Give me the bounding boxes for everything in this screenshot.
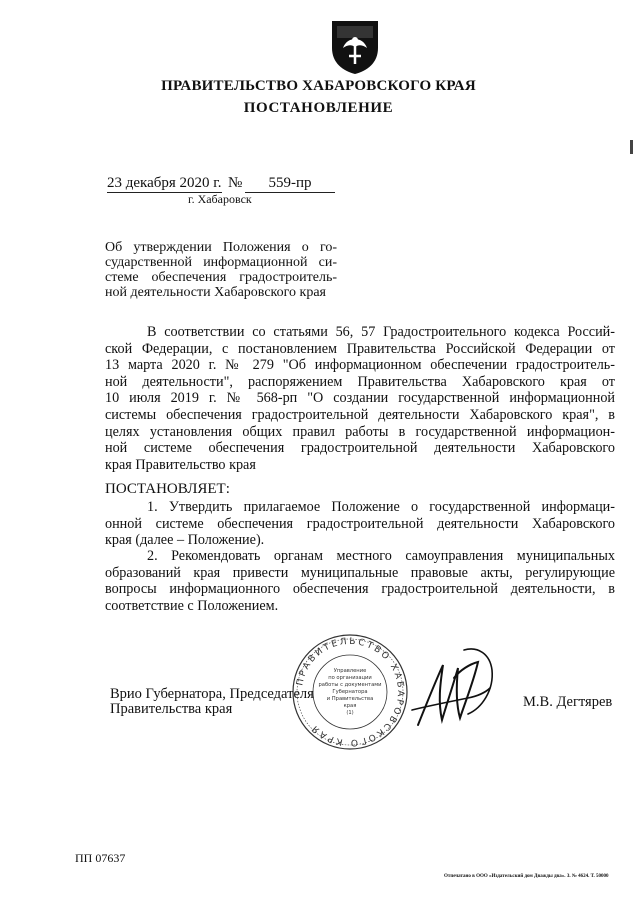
- decree-date: 23 декабря 2020 г.: [107, 175, 222, 191]
- text-line: соответствие с Положением.: [105, 597, 279, 614]
- seal-inner-line: и Правительства: [326, 696, 374, 702]
- seal-inner-line: по организации: [328, 675, 372, 681]
- edge-mark: [630, 140, 633, 154]
- document-code: ПП 07637: [75, 851, 126, 865]
- subject-line: ной деятельности Хабаровского края: [105, 285, 326, 300]
- number-sign: №: [228, 175, 243, 191]
- city: г. Хабаровск: [188, 192, 252, 206]
- seal-inner-line: работы с документами: [318, 682, 382, 688]
- seal-inner-line: Губернатора: [332, 689, 368, 695]
- resolves-heading: ПОСТАНОВЛЯЕТ:: [105, 481, 230, 497]
- subject-line: Об утверждении Положения о го-: [105, 240, 337, 255]
- text-line: онной системе обеспечения градостроительной деятельности Хабаровского: [105, 515, 615, 532]
- decree-subject: [105, 240, 337, 300]
- text-line: 1. Утвердить прилагаемое Положение о государственной информаци-: [147, 499, 615, 515]
- decree-number: 559-пр: [245, 175, 335, 193]
- seal-inner-line: Управление: [333, 668, 367, 674]
- coat-of-arms-icon: [329, 18, 381, 76]
- signatory-name: М.В. Дегтярев: [523, 694, 613, 710]
- government-title: ПРАВИТЕЛЬСТВО ХАБАРОВСКОГО КРАЯ: [161, 78, 476, 94]
- seal-inner-line: (1): [346, 710, 354, 716]
- document-type-title: ПОСТАНОВЛЕНИЕ: [243, 100, 394, 116]
- print-note: Отпечатано в ООО «Издательский дом Дважды два». З. № 4624. Т. 50000: [444, 874, 609, 879]
- text-line: края Правительство края: [105, 456, 256, 473]
- text-line: края (далее – Положение).: [105, 532, 265, 549]
- position-line: Правительства края: [110, 701, 233, 717]
- text-line: ной деятельности", распоряжением Правительства Хабаровского края от: [105, 373, 615, 390]
- handwritten-signature: [398, 640, 498, 740]
- text-line: ной системе обеспечения градостроительной деятельности Хабаровского: [105, 440, 615, 457]
- subject-line: стеме обеспечения градостроитель-: [105, 270, 337, 285]
- text-line: целях установления общих правил работы в государственной информацион-: [105, 423, 615, 440]
- signatory-position: [110, 687, 314, 717]
- text-line: системы обеспечения градостроительной деятельности Хабаровского края", в: [105, 406, 615, 423]
- text-line: 13 марта 2020 г. № 279 "Об информационном обеспечении градостроитель-: [105, 357, 615, 374]
- text-line: ской Федерации, с постановлением Правительства Российской Федерации от: [105, 340, 615, 357]
- text-line: вопросы информационного обеспечения градостроительной деятельности, в: [105, 581, 615, 598]
- seal-inner-line: края: [343, 703, 357, 709]
- seal-ring-text: ПРАВИТЕЛЬСТВО ХАБАРОВСКОГО КРАЯ: [295, 636, 406, 748]
- subject-line: сударственной информационной си-: [105, 255, 337, 270]
- text-line: 10 июля 2019 г. № 568-рп "О создании государственной информационной: [105, 390, 615, 407]
- item-2: [105, 548, 615, 614]
- position-line: Врио Губернатора, Председателя: [110, 686, 314, 702]
- preamble: [105, 324, 615, 473]
- text-line: образований края привести муниципальные правовые акты, регулирующие: [105, 564, 615, 581]
- text-line: В соответствии со статьями 56, 57 Градостроительного кодекса Россий-: [147, 324, 615, 340]
- text-line: 2. Рекомендовать органам местного самоуправления муниципальных: [147, 548, 615, 564]
- item-1: [105, 499, 615, 549]
